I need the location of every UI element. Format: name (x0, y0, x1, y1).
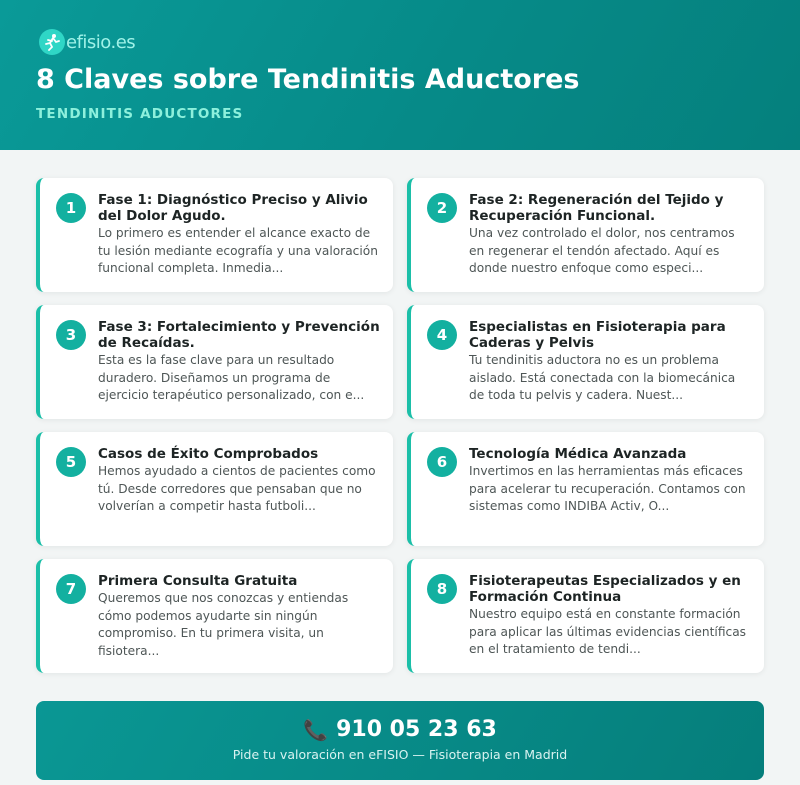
card-body: Tu tendinitis aductora no es un problema aislado. Está conectada con la biomecánica de toda tu pelvis y cadera. Nuest... (469, 353, 736, 402)
card-title: Especialistas en Fisioterapia para Caderas y Pelvis (469, 319, 726, 351)
efisio-logo[interactable] (39, 29, 135, 55)
clave-card-8[interactable] (407, 559, 764, 673)
clave-card-5[interactable] (36, 432, 393, 546)
card-body: Queremos que nos conozcas y entiendas cómo podemos ayudarte sin ningún compromiso. En tu primera visita, un fisiotera... (98, 591, 349, 658)
number-badge: 8 (427, 574, 457, 604)
card-title: Fisioterapeutas Especializados y en Formación Continua (469, 573, 741, 605)
phone-icon: 📞 (303, 717, 329, 742)
number-badge: 1 (56, 193, 86, 223)
card-body: Lo primero es entender el alcance exacto de tu lesión mediante ecografía y una valoración funcional completa. Inmedia... (98, 226, 378, 275)
clave-card-3[interactable] (36, 305, 393, 419)
clave-card-1[interactable] (36, 178, 393, 292)
card-body: Una vez controlado el dolor, nos centramos en regenerar el tendón afectado. Aquí es donde nuestro enfoque como especi... (469, 226, 735, 275)
card-body: Invertimos en las herramientas más eficaces para acelerar tu recuperación. Contamos con sistemas como INDIBA Activ, O... (469, 464, 746, 513)
clave-card-2[interactable] (407, 178, 764, 292)
cta-subtitle: Pide tu valoración en eFISIO — Fisioterapia en Madrid (232, 747, 568, 762)
card-title: Primera Consulta Gratuita (98, 573, 298, 589)
number-badge: 6 (427, 447, 457, 477)
card-title: Tecnología Médica Avanzada (469, 446, 687, 462)
clave-card-7[interactable] (36, 559, 393, 673)
logo-text: efisio.es (66, 31, 136, 53)
claves-grid (36, 178, 764, 673)
number-badge: 2 (427, 193, 457, 223)
number-badge: 7 (56, 574, 86, 604)
number-badge: 4 (427, 320, 457, 350)
page-header (0, 0, 800, 150)
phone-number: 910 05 23 63 (336, 717, 497, 742)
number-badge: 5 (56, 447, 86, 477)
page-title: 8 Claves sobre Tendinitis Aductores (36, 64, 580, 95)
card-title: Fase 1: Diagnóstico Preciso y Alivio del Dolor Agudo. (98, 192, 368, 224)
page-subtitle: TENDINITIS ADUCTORES (36, 106, 244, 122)
call-to-action-banner[interactable] (36, 701, 764, 780)
card-title: Fase 2: Regeneración del Tejido y Recuperación Funcional. (469, 192, 724, 224)
card-body: Esta es la fase clave para un resultado duradero. Diseñamos un programa de ejercicio terapéutico personalizado, con e... (98, 353, 365, 402)
card-body: Nuestro equipo está en constante formación para aplicar las últimas evidencias científicas en el tratamiento de tendi... (469, 607, 747, 656)
phone-link[interactable] (36, 717, 764, 742)
clave-card-4[interactable] (407, 305, 764, 419)
card-title: Fase 3: Fortalecimiento y Prevención de Recaídas. (98, 319, 380, 351)
clave-card-6[interactable] (407, 432, 764, 546)
card-title: Casos de Éxito Comprobados (98, 446, 319, 462)
number-badge: 3 (56, 320, 86, 350)
runner-icon (39, 29, 65, 55)
card-body: Hemos ayudado a cientos de pacientes como tú. Desde corredores que pensaban que no volverían a competir hasta futboli... (98, 464, 376, 513)
